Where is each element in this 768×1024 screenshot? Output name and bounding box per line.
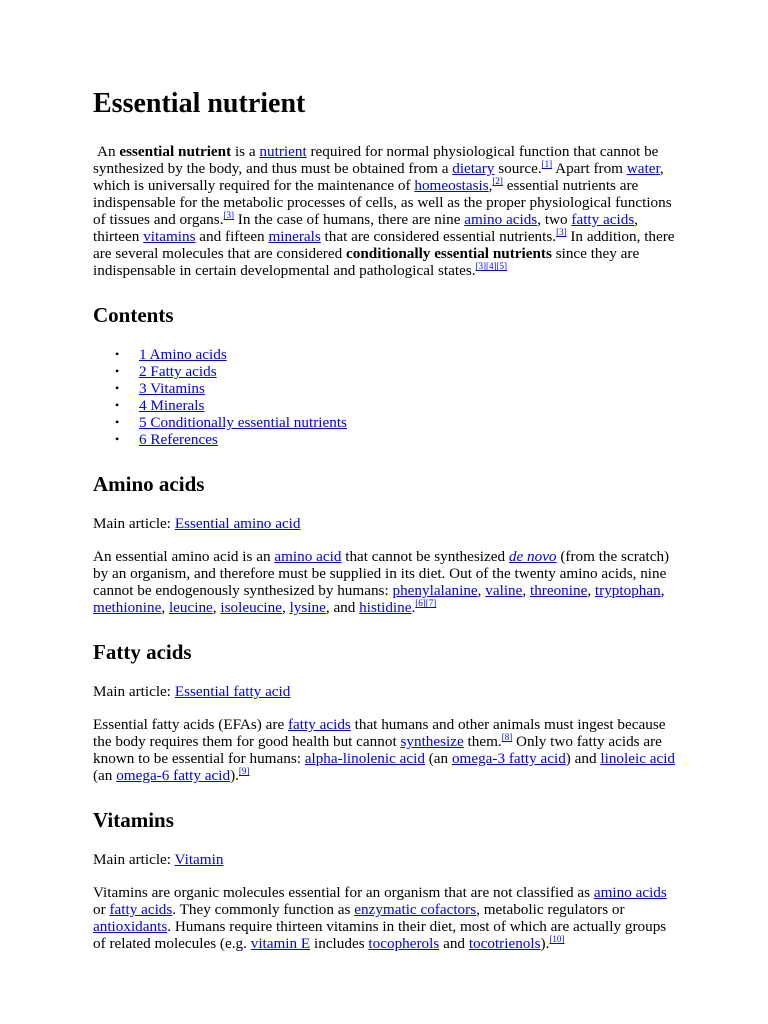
separator: , — [161, 599, 169, 616]
link-amino[interactable]: lysine — [289, 599, 326, 616]
main-article-note — [93, 683, 678, 700]
main-article-note — [93, 515, 678, 532]
amino-acids-heading: Amino acids — [93, 472, 205, 496]
toc-item — [139, 363, 678, 380]
ref-link[interactable]: [2] — [492, 176, 503, 186]
link-fatty-acids[interactable]: fatty acids — [287, 716, 351, 733]
text: In the case of humans, there are nine — [234, 211, 465, 228]
toc-link-amino-acids[interactable]: 1 Amino acids — [139, 346, 227, 363]
toc-link-references[interactable]: 6 References — [139, 431, 218, 448]
link-de-novo[interactable]: de novo — [508, 548, 557, 565]
text: ). — [540, 935, 550, 952]
intro-paragraph — [93, 143, 678, 279]
separator: , and — [325, 599, 360, 616]
ref-link[interactable]: [8] — [501, 732, 513, 742]
toc-item — [139, 414, 678, 431]
link-omega-3[interactable]: omega-3 fatty acid — [451, 750, 566, 767]
link-omega-6[interactable]: omega-6 fatty acid — [116, 767, 231, 784]
link-fatty-acids[interactable]: fatty acids — [571, 211, 635, 228]
text: . They commonly function as — [172, 901, 355, 918]
link-amino[interactable]: threonine — [529, 582, 588, 599]
text: and — [439, 935, 469, 952]
text: (an — [424, 750, 452, 767]
text: (from the scratch) by an organism, and therefore must be supplied in its diet. Out of the twenty amino acids, nine cannot be endogenously synthesized by humans: — [93, 548, 670, 599]
text: (an — [93, 767, 117, 784]
link-alpha-linolenic[interactable]: alpha-linolenic acid — [304, 750, 425, 767]
text: Only two fatty acids are known to be essential for humans: — [93, 733, 662, 767]
text: that humans and other animals must ingest because the body requires them for good health but cannot — [93, 716, 666, 750]
toc-item — [139, 346, 678, 363]
link-linoleic[interactable]: linoleic acid — [600, 750, 676, 767]
ref-link[interactable]: [9] — [238, 766, 250, 776]
link-water[interactable]: water — [626, 160, 660, 177]
text: An essential amino acid is an — [93, 548, 275, 565]
link-amino[interactable]: histidine — [359, 599, 412, 616]
link-amino-acids[interactable]: amino acids — [593, 884, 667, 901]
main-article-link[interactable]: Vitamin — [174, 851, 224, 868]
separator: , — [281, 599, 290, 616]
text: Essential fatty acids (EFAs) are — [93, 716, 288, 733]
link-amino[interactable]: phenylalanine — [392, 582, 478, 599]
toc-link-conditional[interactable]: 5 Conditionally essential nutrients — [139, 414, 347, 431]
link-vitamins[interactable]: vitamins — [143, 228, 196, 245]
text: , thirteen — [93, 211, 639, 245]
text: essential nutrients are indispensable for the metabolic processes of cells, as well as the proper physiological functions of tissues and organs. — [93, 177, 672, 228]
contents-heading: Contents — [93, 303, 174, 327]
vitamins-paragraph — [93, 884, 678, 952]
toc-link-vitamins[interactable]: 3 Vitamins — [139, 380, 205, 397]
ref-link[interactable]: [6][7] — [415, 598, 437, 608]
text: Main article: — [93, 515, 175, 532]
text: Main article: — [93, 683, 175, 700]
text: An — [97, 143, 120, 160]
separator: , — [477, 582, 486, 599]
text: Main article: — [93, 851, 175, 868]
text: required for normal physiological function that cannot be synthesized by the body, and thus must be obtained from a — [93, 143, 659, 177]
link-homeostasis[interactable]: homeostasis — [414, 177, 489, 194]
text: , — [488, 177, 493, 194]
toc-link-minerals[interactable]: 4 Minerals — [139, 397, 205, 414]
main-article-link[interactable]: Essential amino acid — [174, 515, 301, 532]
amino-paragraph — [93, 548, 678, 616]
text: them. — [463, 733, 502, 750]
text: and fifteen — [195, 228, 269, 245]
link-enzymatic-cofactors[interactable]: enzymatic cofactors — [354, 901, 477, 918]
article — [93, 85, 678, 952]
link-amino-acids[interactable]: amino acids — [464, 211, 538, 228]
link-amino[interactable]: leucine — [168, 599, 213, 616]
text: , two — [537, 211, 572, 228]
bold-term: conditionally essential nutrients — [346, 245, 552, 262]
bold-term: essential nutrient — [119, 143, 232, 160]
text: Apart from — [552, 160, 627, 177]
link-amino[interactable]: tryptophan — [594, 582, 661, 599]
separator: , — [212, 599, 221, 616]
ref-link[interactable]: [3] — [223, 210, 234, 220]
link-amino[interactable]: isoleucine — [220, 599, 282, 616]
text: that cannot be synthesized — [341, 548, 509, 565]
separator: , — [587, 582, 595, 599]
toc-link-fatty-acids[interactable]: 2 Fatty acids — [139, 363, 217, 380]
text: ) and — [565, 750, 601, 767]
link-minerals[interactable]: minerals — [268, 228, 321, 245]
text: , which is universally required for the maintenance of — [93, 160, 664, 194]
table-of-contents — [93, 346, 678, 448]
text: is a — [231, 143, 260, 160]
page-title: Essential nutrient — [93, 88, 306, 119]
link-antioxidants[interactable]: antioxidants — [93, 918, 168, 935]
separator: , — [660, 582, 665, 599]
fatty-paragraph — [93, 716, 678, 784]
text: or — [93, 901, 110, 918]
toc-item — [139, 380, 678, 397]
ref-link[interactable]: [1] — [541, 159, 553, 169]
link-fatty-acids[interactable]: fatty acids — [109, 901, 173, 918]
text: , metabolic regulators or — [476, 901, 625, 918]
link-tocopherols[interactable]: tocopherols — [368, 935, 440, 952]
link-amino[interactable]: methionine — [93, 599, 162, 616]
text: since they are indispensable in certain developmental and pathological states. — [93, 245, 640, 279]
ref-link[interactable]: [3][4][5] — [475, 261, 508, 271]
link-tocotrienols[interactable]: tocotrienols — [468, 935, 541, 952]
vitamins-heading: Vitamins — [93, 808, 174, 832]
main-article-link[interactable]: Essential fatty acid — [174, 683, 291, 700]
text: includes — [310, 935, 369, 952]
link-nutrient[interactable]: nutrient — [259, 143, 307, 160]
link-dietary[interactable]: dietary — [452, 160, 495, 177]
text: In addition, there are several molecules that are considered — [93, 228, 675, 262]
toc-item — [139, 431, 678, 448]
link-vitamin-e[interactable]: vitamin E — [250, 935, 311, 952]
ref-link[interactable]: [10] — [549, 934, 565, 944]
link-synthesize[interactable]: synthesize — [400, 733, 464, 750]
separator: , — [522, 582, 530, 599]
text: source. — [494, 160, 542, 177]
link-amino-acid[interactable]: amino acid — [274, 548, 342, 565]
text: Vitamins are organic molecules essential for an organism that are not classified as — [93, 884, 594, 901]
text: . Humans require thirteen vitamins in their diet, most of which are actually groups of related molecules (e.g. — [93, 918, 667, 952]
text: ). — [230, 767, 239, 784]
text: that are considered essential nutrients. — [320, 228, 557, 245]
fatty-acids-heading: Fatty acids — [93, 640, 192, 664]
main-article-note — [93, 851, 678, 868]
ref-link[interactable]: [3] — [556, 227, 567, 237]
text: . — [411, 599, 416, 616]
toc-item — [139, 397, 678, 414]
link-amino[interactable]: valine — [485, 582, 523, 599]
